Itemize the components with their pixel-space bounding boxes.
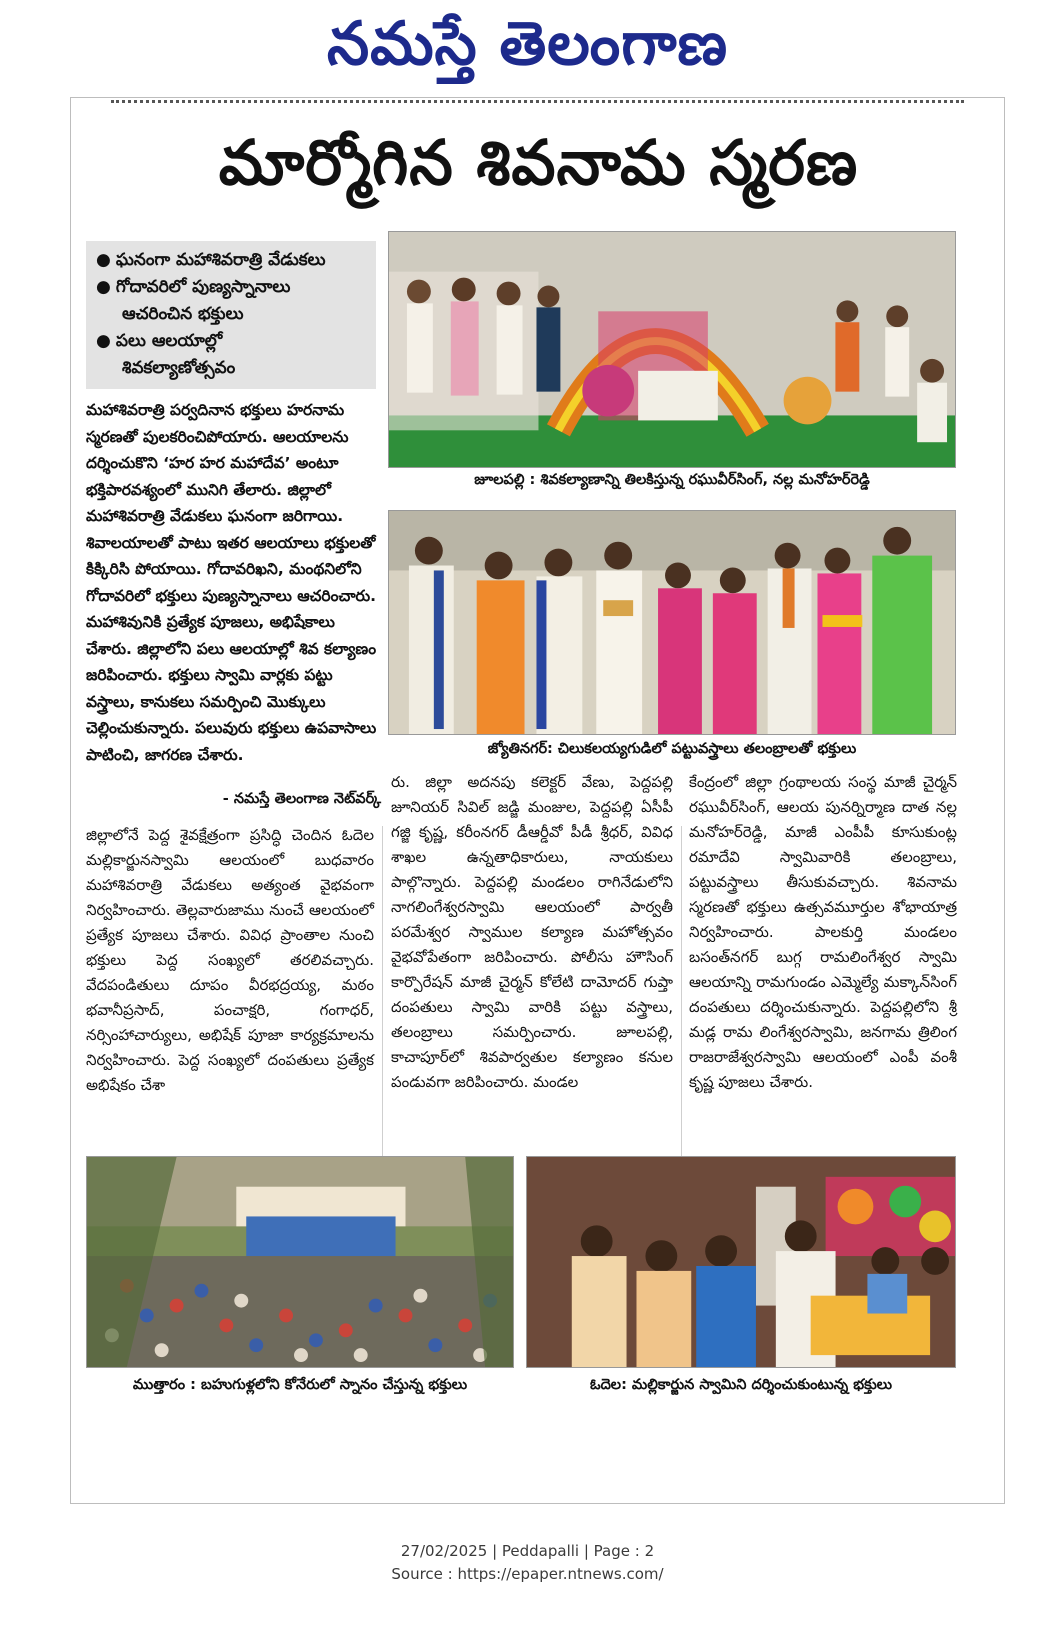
photo-caption: ఓదెల: మల్లికార్జున స్వామిని దర్శించుకుంటున్న భక్తులు	[589, 1377, 893, 1393]
highlights-box	[86, 241, 376, 389]
bullet-icon: ●	[96, 331, 111, 351]
highlight-item	[96, 274, 366, 328]
photo-image	[389, 511, 955, 734]
highlight-text: గోదావరిలో పుణ్యస్నానాలు	[115, 277, 291, 297]
lead-paragraph: మహాశివరాత్రి పర్వదినాన భక్తులు హరనామ స్మరణతో పులకరించిపోయారు. ఆలయాలను దర్శించుకొని ‘హర హర మహాదేవ’ అంటూ భక్తిపారవశ్యంలో మునిగి తేలారు. జిల్లాలో మహాశివరాత్రి వేడుకలు ఘనంగా జరిగాయి. శివాలయాలతో పాటు ఇతర ఆలయాలు భక్తులతో కిక్కిరిసి పోయాయి. గోదావరిఖని, మంథనిలోని గోదావరిలో భక్తులు పుణ్యస్నానాలు ఆచరించారు. మహాశివునికి ప్రత్యేక పూజలు, అభిషేకాలు చేశారు. జిల్లాలోని పలు ఆలయాల్లో శివ కల్యాణం జరిపించారు. భక్తులు స్వామి వార్లకు పట్టు వస్త్రాలు, కానుకలు సమర్పించి మొక్కులు చెల్లించుకున్నారు. పలువురు భక్తులు ఉపవాసాలు పాటించి, జాగరణ చేశారు.	[86, 401, 377, 764]
footer-source-link[interactable]: Source : https://epaper.ntnews.com/	[391, 1565, 664, 1583]
highlight-text: శివకల్యాణోత్సవం	[122, 358, 236, 378]
masthead-logo: నమస్తే తెలంగాణ	[326, 9, 729, 79]
article-column-3: కేంద్రంలో జిల్లా గ్రంథాలయ సంస్థ మాజీ చైర్మన్‌ రఘువీర్‌సింగ్‌, ఆలయ పునర్నిర్మాణ దాత నల్ల మనోహర్‌రెడ్డి, మాజీ ఎంపీపీ కూసుకుంట్ల రమాదేవి స్వామివారికి తలంబ్రాలు, పట్టువస్త్రాలు తీసుకువచ్చారు. శివనామ స్మరణతో భక్తులు ఉత్సవమూర్తుల శోభాయాత్ర నిర్వహించారు. పాలకుర్తి మండలం బసంత్‌నగర్‌ బుగ్గ రామలింగేశ్వర స్వామి ఆలయాన్ని రామగుండం ఎమ్మెల్యే మక్కాన్‌సింగ్‌ దంపతులు దర్శించుకున్నారు. పెద్దపల్లిలోని శ్రీ మడ్ల రామ లింగేశ్వరస్వామి, జనగామ త్రిలింగ రాజరాజేశ్వరస్వామి ఆలయంలో ఎంపీ వంశీ కృష్ణ పూజలు చేశారు.	[689, 773, 957, 1091]
photo-caption: ముత్తారం : బహుగుళ్లలోని కోనేరులో స్నానం చేస్తున్న భక్తులు	[132, 1377, 468, 1393]
column-divider	[681, 826, 682, 1156]
photo-image	[389, 232, 955, 467]
highlight-text: పలు ఆలయాల్లో	[115, 331, 223, 351]
column-divider	[382, 826, 383, 1156]
photo-caption: జ్యోతినగర్‌: చిలుకలయ్యగుడిలో పట్టువస్త్రాలు తలంబ్రాలతో భక్తులు	[487, 741, 857, 757]
photo-image	[527, 1157, 955, 1367]
bullet-icon: ●	[96, 250, 111, 270]
highlight-item	[96, 247, 366, 274]
article-column-2: రు. జిల్లా అదనపు కలెక్టర్‌ వేణు, పెద్దపల్లి జూనియర్‌ సివిల్‌ జడ్జి మంజుల, పెద్దపల్లి ఏసీపీ గజ్జి కృష్ణ, కరీంనగర్‌ డీఆర్డీవో పీడీ శ్రీధర్‌, వివిధ శాఖల ఉన్నతాధికారులు, నాయకులు పాల్గొన్నారు. పెద్దపల్లి మండలం రాగినేడులోని నాగలింగేశ్వరస్వామి ఆలయంలో పార్వతీ పరమేశ్వర స్వాముల కల్యాణ మహోత్సవం వైభవోపేతంగా జరిపించారు. పోలీసు హౌసింగ్‌ కార్పొరేషన్‌ మాజీ చైర్మన్‌ కోలేటి దామోదర్‌ గుప్తా దంపతులు స్వామి వారికి పట్టు వస్త్రాలు, తలంబ్రాలు సమర్పించారు. జూలపల్లి, కాచాపూర్‌లో శివపార్వతుల కల్యాణం కనుల పండువగా జరిపించారు. మండల	[391, 773, 673, 1091]
photo-image	[87, 1157, 513, 1367]
highlight-item	[96, 328, 366, 382]
photo-mallikarjuna-darshan	[526, 1156, 956, 1368]
footer-date-edition: 27/02/2025 | Peddapalli | Page : 2	[400, 1542, 655, 1560]
article-column-1: జిల్లాలోనే పెద్ద శైవక్షేత్రంగా ప్రసిద్ధి చెందిన ఓదెల మల్లికార్జునస్వామి ఆలయంలో బుధవారం మహాశివరాత్రి వేడుకలు అత్యంత వైభవంగా నిర్వహించారు. తెల్లవారుజాము నుంచే ఆలయంలో ప్రత్యేక పూజలు చేశారు. వివిధ ప్రాంతాల నుంచి భక్తులు పెద్ద సంఖ్యలో తరలివచ్చారు. వేదపండితులు దూపం వీరభద్రయ్య, మఠం భవానీప్రసాద్‌, పంచాక్షరి, గంగాధర్‌, నర్సింహాచార్యులు, అభిషేక్‌ పూజా కార్యక్రమాలను నిర్వహించారు. పెద్ద సంఖ్యలో దంపతులు ప్రత్యేక అభిషేకం చేశా	[86, 826, 374, 1094]
byline: - నమస్తే తెలంగాణ నెట్‌వర్క్‌	[222, 791, 381, 807]
clip-edge	[111, 100, 964, 109]
highlight-text: ఘనంగా మహాశివరాత్రి వేడుకలు	[115, 250, 326, 270]
newspaper-clipping	[70, 97, 1005, 1504]
photo-caption: జూలపల్లి : శివకల్యాణాన్ని తిలకిస్తున్న రఘువీర్‌సింగ్‌, నల్ల మనోహర్‌రెడ్డి	[474, 472, 870, 488]
photo-devotees-offerings	[388, 510, 956, 735]
photo-temple-tank	[86, 1156, 514, 1368]
bullet-icon: ●	[96, 277, 111, 297]
photo-shivakalyanam	[388, 231, 956, 468]
highlight-text: ఆచరించిన భక్తులు	[122, 304, 244, 324]
footer	[0, 1540, 1055, 1586]
headline: మార్మోగిన శివనామ స్మరణ	[218, 126, 859, 199]
